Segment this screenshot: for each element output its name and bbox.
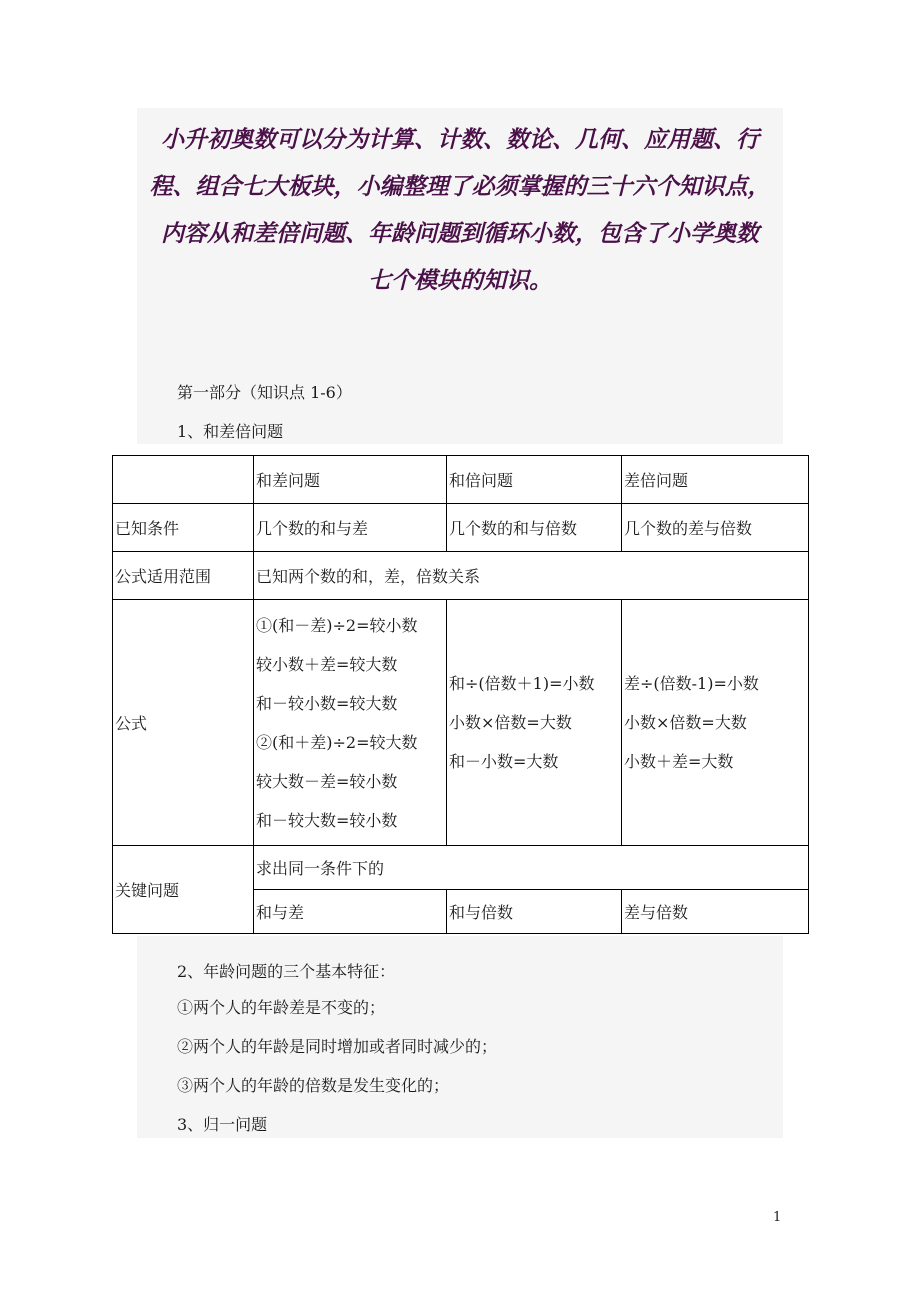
section-1-title: 1、和差倍问题	[177, 422, 284, 441]
scope-value: 已知两个数的和，差，倍数关系	[254, 552, 809, 600]
formula-line: 小数＋差=大数	[624, 752, 734, 771]
table-row-known-conditions	[113, 504, 809, 552]
formula-line: ①(和－差)÷2=较小数	[256, 615, 418, 635]
header-diff-multiple: 差倍问题	[622, 456, 809, 504]
row-label-known: 已知条件	[113, 504, 254, 552]
formula-line: ②(和＋差)÷2=较大数	[256, 732, 418, 752]
formula-sum-diff	[254, 600, 447, 846]
section-3-title: 3、归一问题	[177, 1115, 268, 1134]
section-2-item-2: ②两个人的年龄是同时增加或者同时减少的；	[177, 1037, 498, 1056]
headline-line-1: 小升初奥数可以分为计算、计数、数论、几何、应用题、行	[161, 127, 759, 153]
section-2-item-1: ①两个人的年龄差是不变的；	[177, 998, 386, 1017]
formula-line: 和－较大数=较小数	[256, 810, 398, 830]
header-sum-diff: 和差问题	[254, 456, 447, 504]
table-row-formulas	[113, 600, 809, 846]
section-2-item-3: ③两个人的年龄的倍数是发生变化的；	[177, 1076, 450, 1095]
headline-line-2: 程、组合七大板块，小编整理了必须掌握的三十六个知识点，	[149, 174, 771, 200]
formula-line: 和－较小数=较大数	[256, 693, 398, 713]
sum-difference-multiple-table	[112, 455, 809, 934]
formula-line: 和－小数=大数	[449, 752, 559, 771]
formula-line: 较大数－差=较小数	[256, 771, 398, 791]
formula-line: 较小数＋差=较大数	[256, 654, 398, 674]
known-sum-multiple: 几个数的和与倍数	[447, 504, 622, 552]
key-sum-multiple: 和与倍数	[447, 890, 622, 934]
row-label-formula: 公式	[113, 600, 254, 846]
formula-line: 小数×倍数=大数	[449, 713, 572, 732]
formula-line: 小数×倍数=大数	[624, 713, 747, 732]
section-2-title: 2、年龄问题的三个基本特征：	[177, 962, 396, 981]
known-sum-diff: 几个数的和与差	[254, 504, 447, 552]
formula-line: 和÷(倍数＋1)=小数	[449, 674, 595, 693]
known-diff-multiple: 几个数的差与倍数	[622, 504, 809, 552]
headline-line-3: 内容从和差倍问题、年龄问题到循环小数，包含了小学奥数	[161, 221, 759, 247]
table-row-scope	[113, 552, 809, 600]
table-header-row	[113, 456, 809, 504]
headline-line-4: 七个模块的知识。	[368, 268, 552, 294]
row-label-scope: 公式适用范围	[113, 552, 254, 600]
key-intro: 求出同一条件下的	[254, 846, 809, 890]
row-label-key: 关键问题	[113, 846, 254, 934]
table-corner-cell	[113, 456, 254, 504]
formula-line: 差÷(倍数-1)=小数	[624, 674, 759, 693]
header-sum-multiple: 和倍问题	[447, 456, 622, 504]
intro-headline	[137, 117, 783, 305]
key-diff-multiple: 差与倍数	[622, 890, 809, 934]
page-number: 1	[773, 1210, 782, 1225]
part-heading: 第一部分（知识点 1-6）	[177, 383, 352, 402]
formula-sum-multiple	[447, 600, 622, 846]
formula-diff-multiple	[622, 600, 809, 846]
table-row-key-intro	[113, 846, 809, 890]
key-sum-diff: 和与差	[254, 890, 447, 934]
